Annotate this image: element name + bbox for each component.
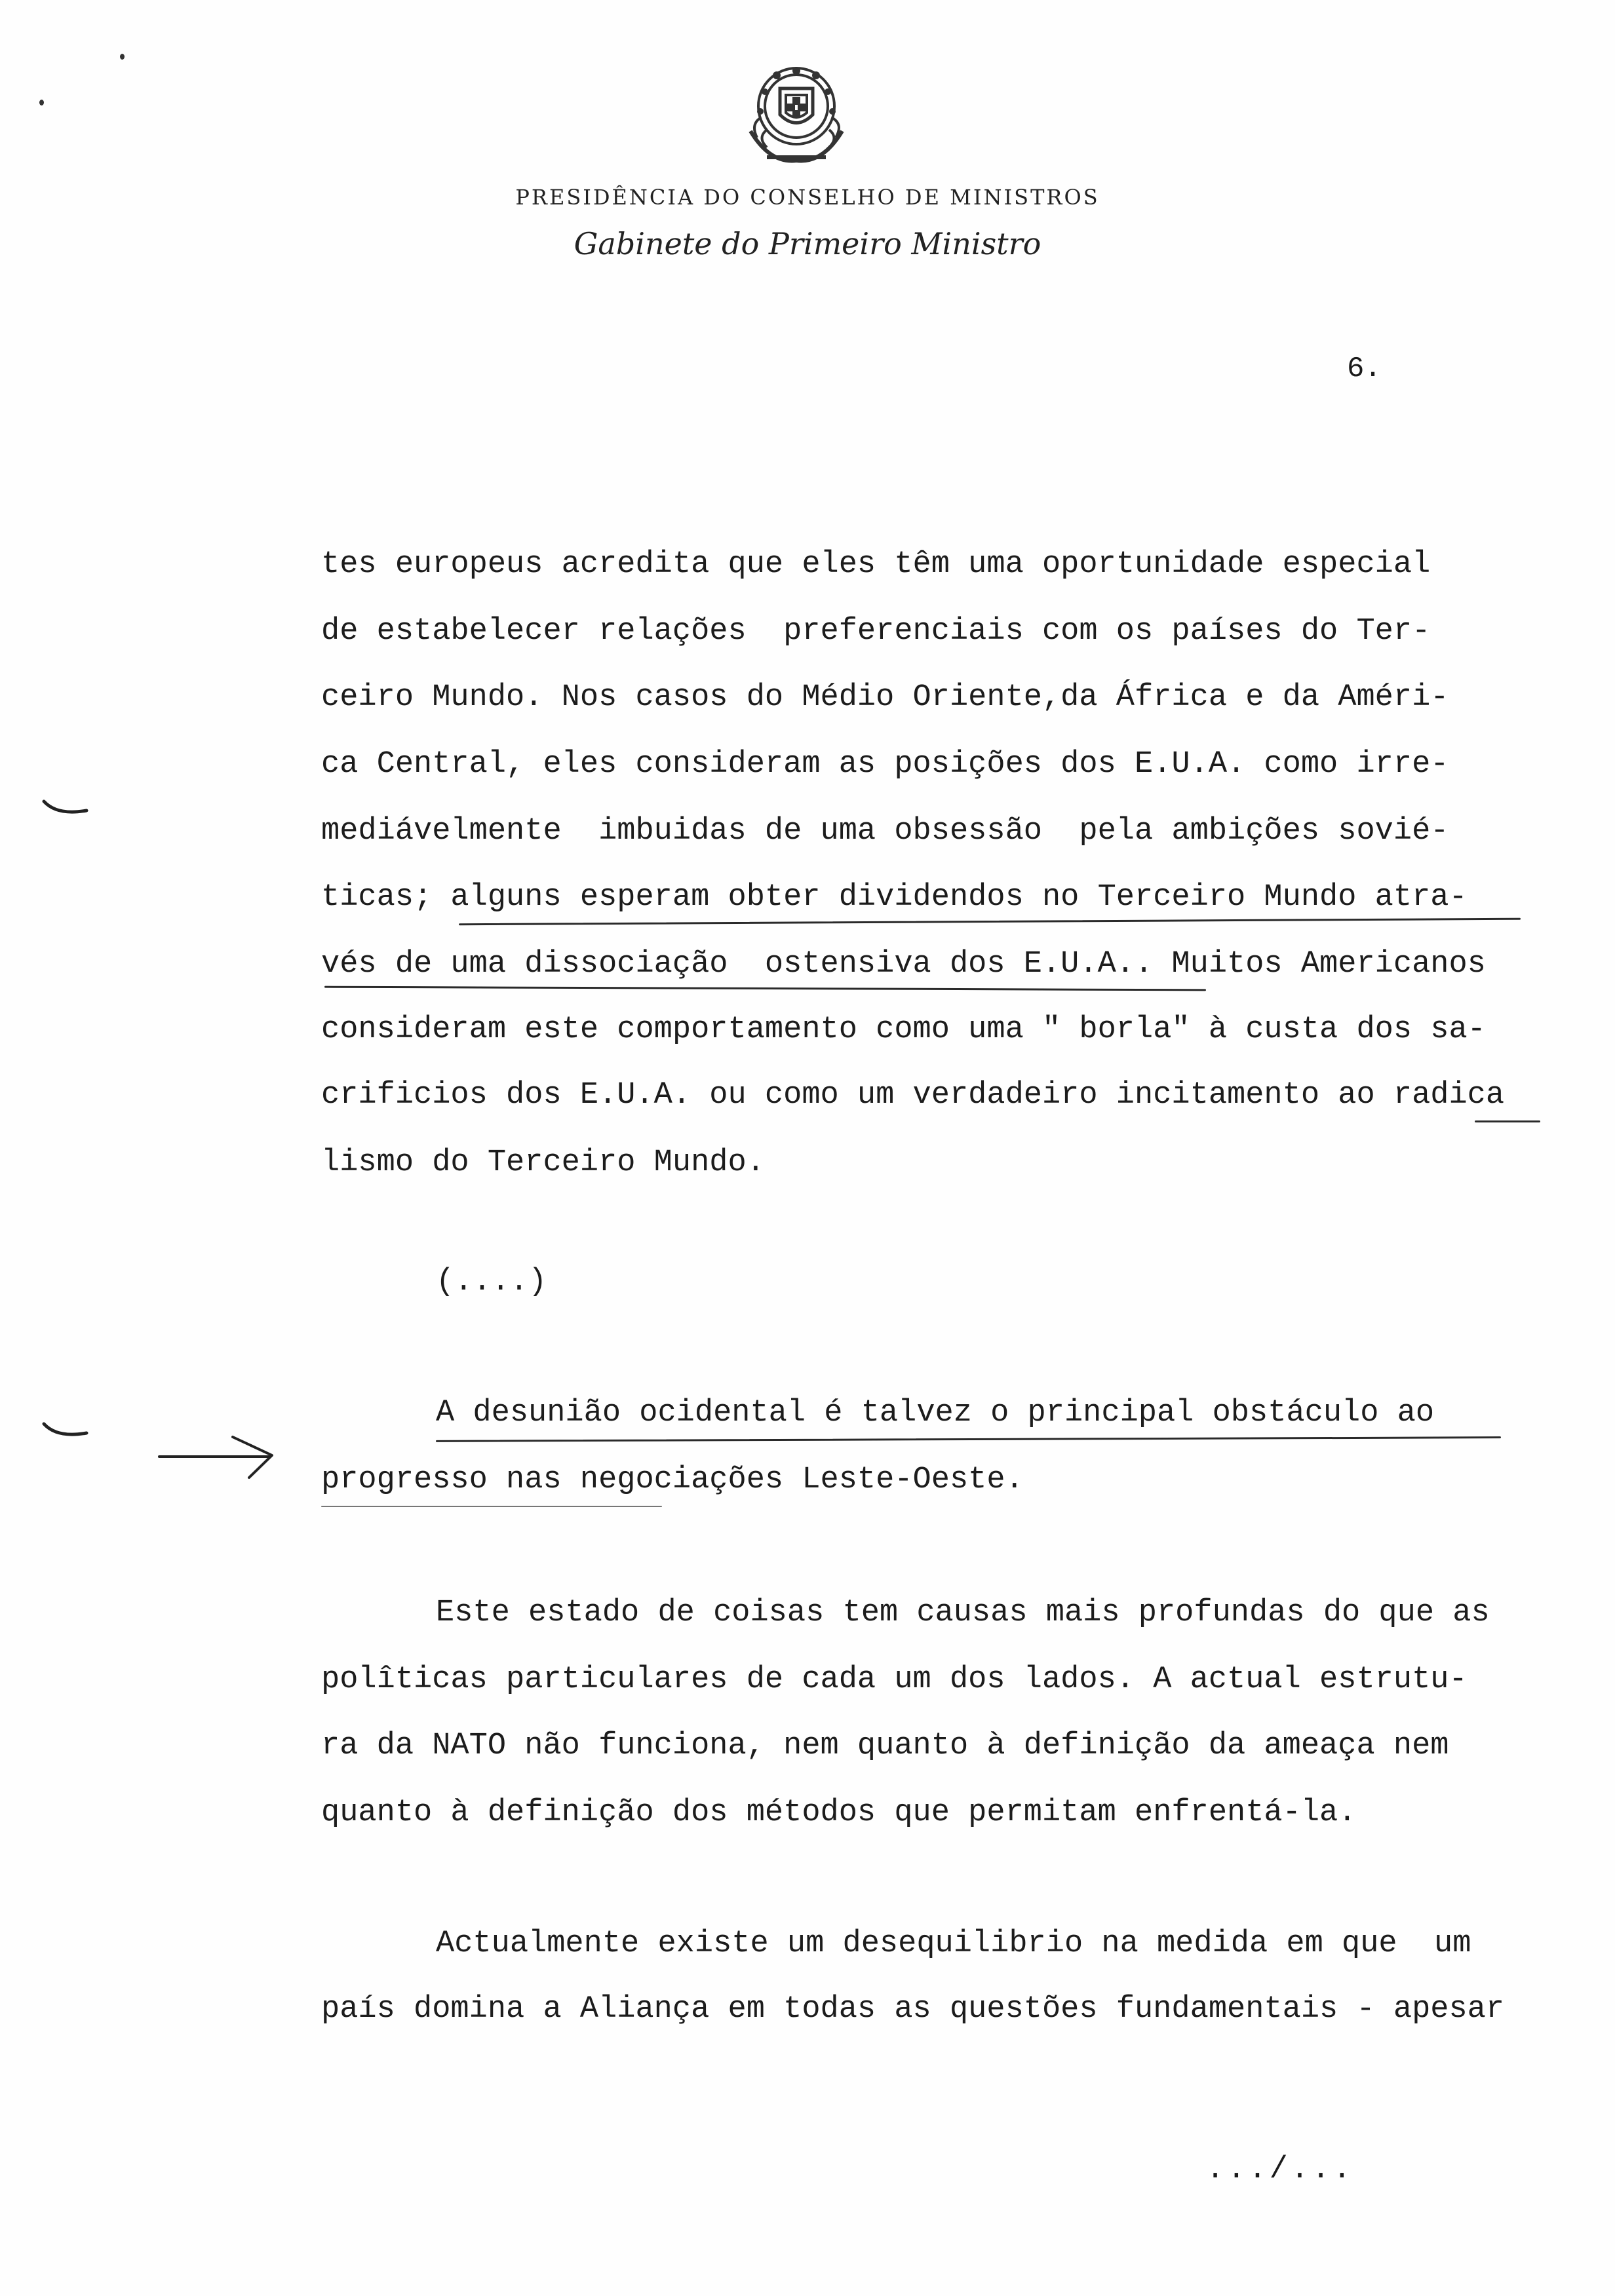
handwritten-underline xyxy=(436,1436,1501,1442)
paragraph-line: Actualmente existe um desequilibrio na medida em que um xyxy=(436,1926,1471,1961)
paragraph-line: crificios dos E.U.A. ou como um verdadeiro incitamento ao radica xyxy=(321,1078,1505,1113)
stray-mark xyxy=(120,54,125,60)
office-title: PRESIDÊNCIA DO CONSELHO DE MINISTROS xyxy=(515,185,1100,210)
margin-tick-mark xyxy=(41,796,93,822)
paragraph-line: consideram este comportamento como uma " borla" à custa dos sa- xyxy=(321,1012,1486,1047)
handwritten-underline xyxy=(321,1506,662,1507)
paragraph-line: A desunião ocidental é talvez o principal obstáculo ao xyxy=(436,1396,1435,1430)
paragraph-line: Este estado de coisas tem causas mais profundas do que as xyxy=(436,1596,1490,1630)
paragraph-line: ra da NATO não funciona, nem quanto à definição da ameaça nem xyxy=(321,1729,1449,1763)
paragraph-line: vés de uma dissociação ostensiva dos E.U.A.. Muitos Americanos xyxy=(321,947,1486,982)
handwritten-underline xyxy=(1475,1120,1540,1122)
cabinet-subtitle: Gabinete do Primeiro Ministro xyxy=(574,226,1041,261)
paragraph-line: ticas; alguns esperam obter dividendos no Terceiro Mundo atra- xyxy=(321,880,1468,915)
paragraph-line: tes europeus acredita que eles têm uma oportunidade especial xyxy=(321,547,1431,582)
arrow-icon xyxy=(154,1432,279,1484)
paragraph-line: lismo do Terceiro Mundo. xyxy=(321,1145,765,1180)
paragraph-line: quanto à definição dos métodos que permitam enfrentá-la. xyxy=(321,1795,1357,1830)
handwritten-underline xyxy=(324,986,1206,991)
continuation-mark: .../... xyxy=(1206,2152,1354,2187)
paragraph-line: polîticas particulares de cada um dos lados. A actual estrutu- xyxy=(321,1662,1468,1697)
ellipsis-line: (....) xyxy=(436,1265,547,1299)
paragraph-line: de estabelecer relações preferenciais com os países do Ter- xyxy=(321,614,1431,649)
paragraph-line: país domina a Aliança em todas as questões fundamentais - apesar xyxy=(321,1992,1505,2027)
margin-tick-mark xyxy=(41,1419,93,1445)
coat-of-arms-emblem xyxy=(731,52,862,177)
stray-mark xyxy=(39,100,44,105)
page-number: 6. xyxy=(1347,353,1382,385)
paragraph-line: ceiro Mundo. Nos casos do Médio Oriente,da África e da Améri- xyxy=(321,680,1449,715)
paragraph-line: progresso nas negociações Leste-Oeste. xyxy=(321,1463,1024,1497)
paragraph-line: mediávelmente imbuidas de uma obsessão pela ambições sovié- xyxy=(321,814,1449,849)
handwritten-underline xyxy=(459,918,1521,925)
paragraph-line: ca Central, eles consideram as posições dos E.U.A. como irre- xyxy=(321,747,1449,782)
